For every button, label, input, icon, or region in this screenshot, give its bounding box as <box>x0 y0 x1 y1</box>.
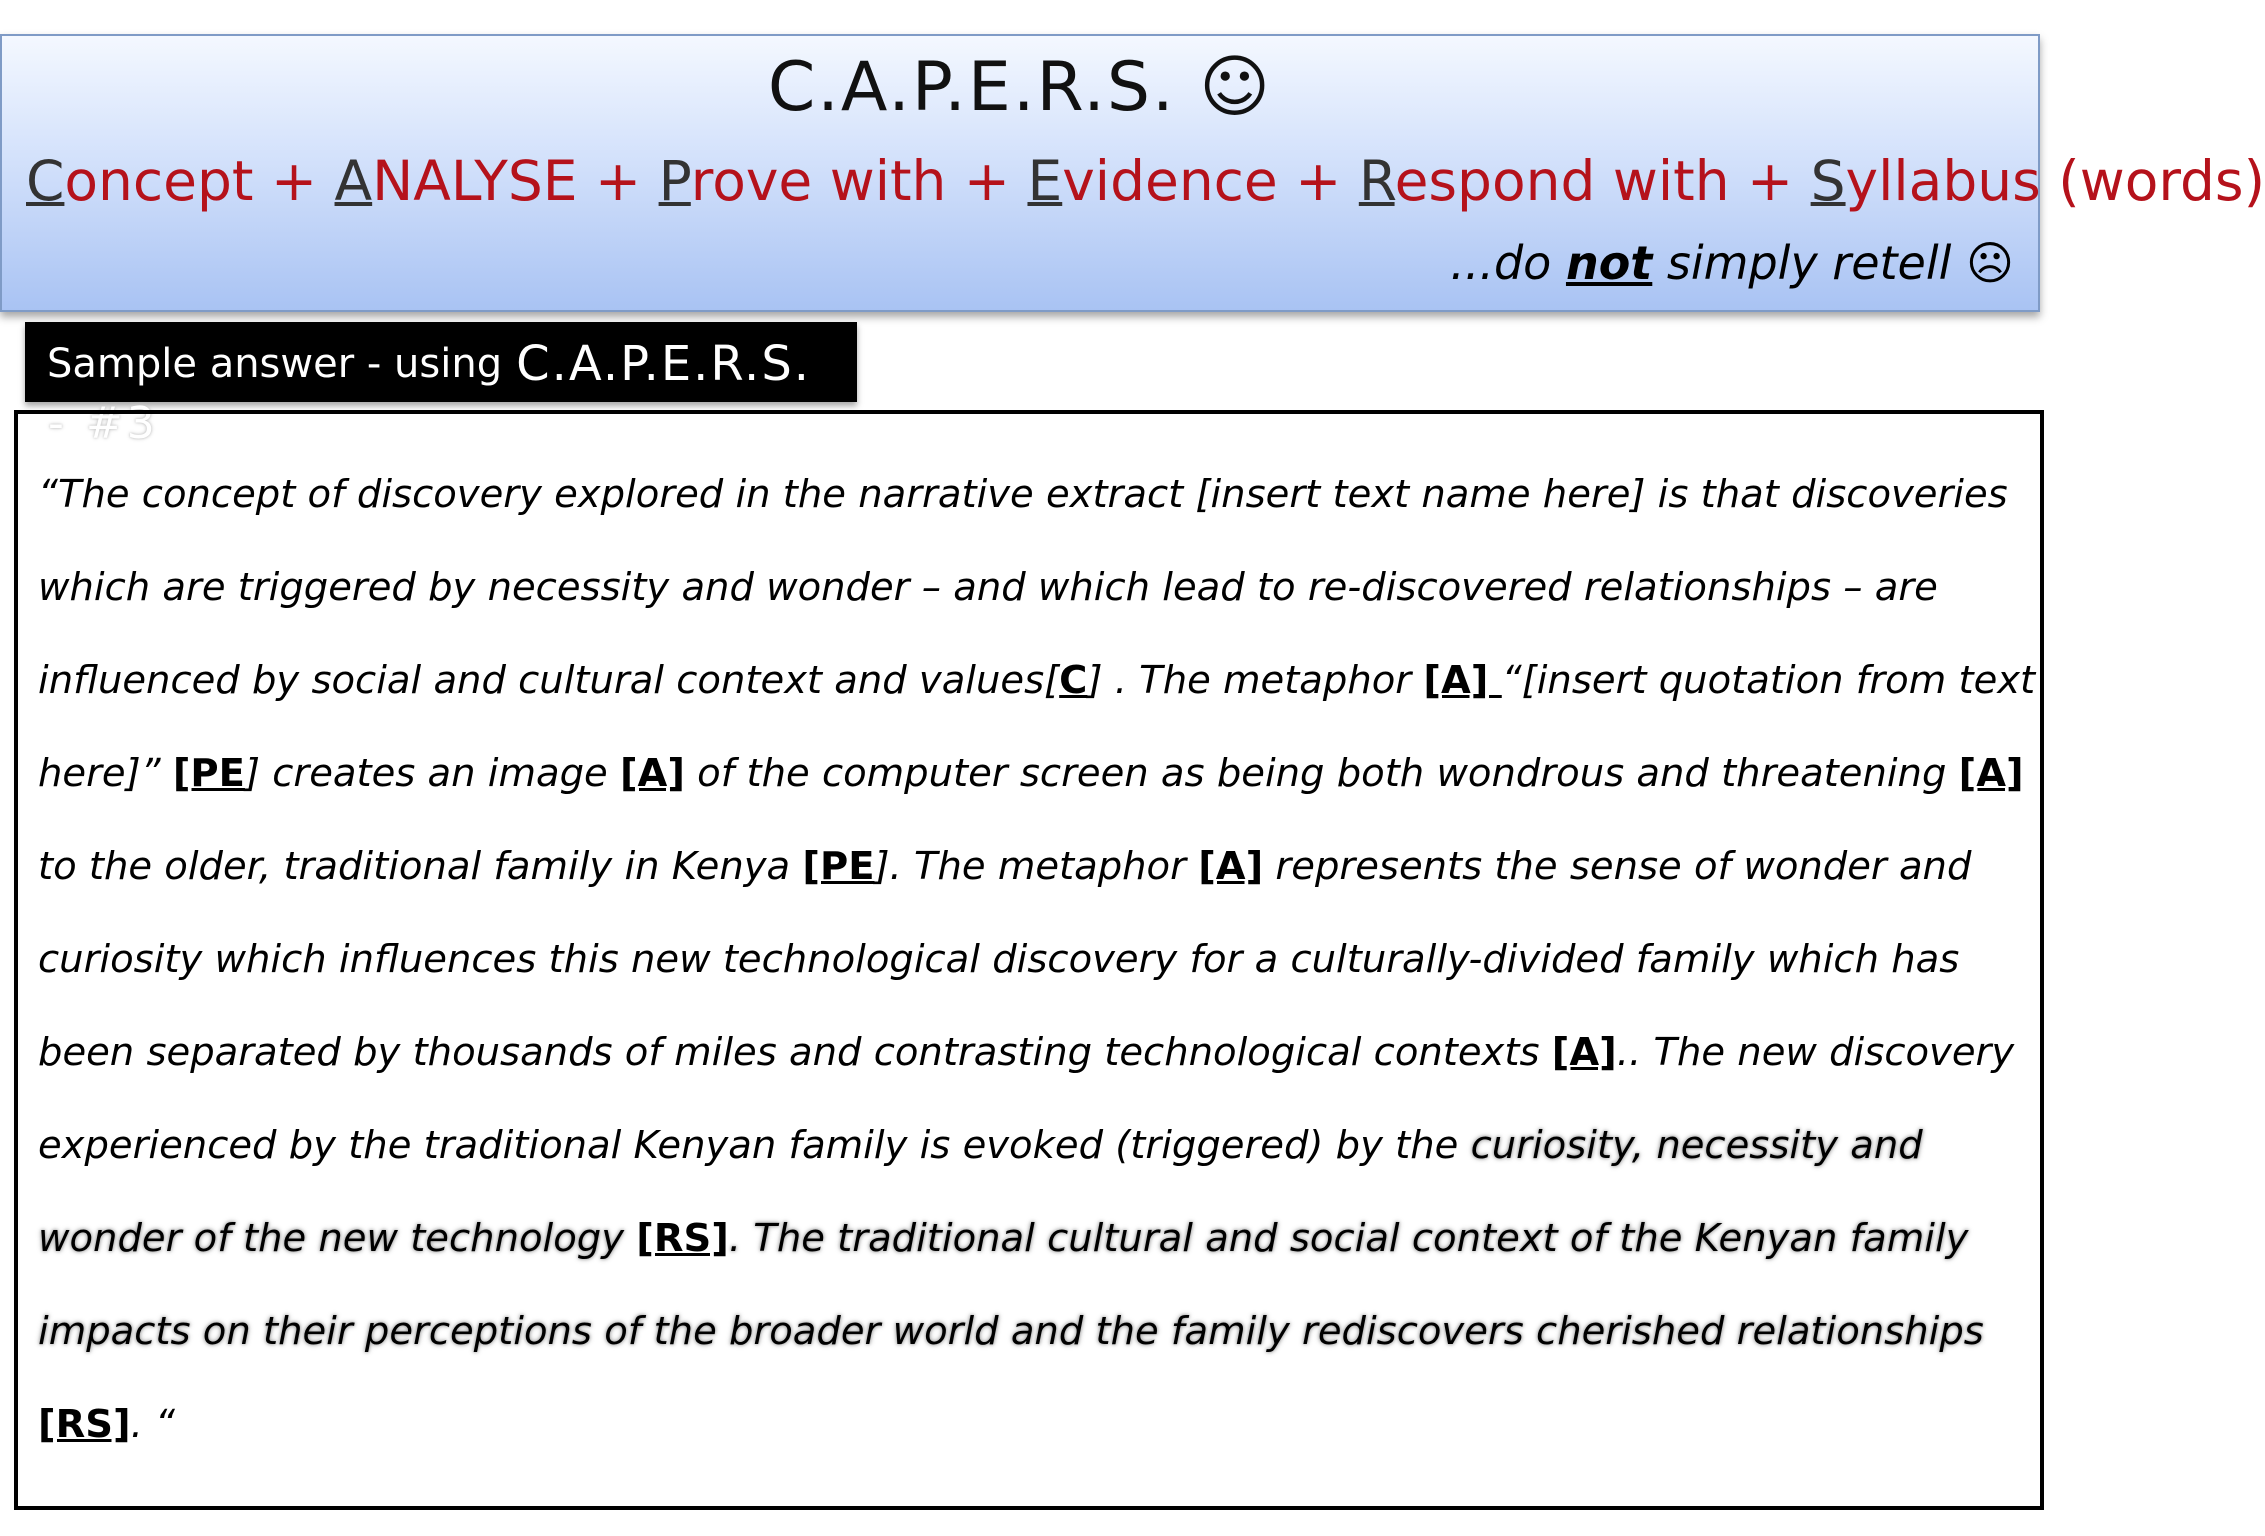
answer-text: ] creates an image <box>244 751 620 796</box>
answer-text: ]. The metaphor <box>874 844 1199 889</box>
acronym-letter: P <box>658 149 691 213</box>
acronym-letter: R <box>1358 149 1395 213</box>
acronym-word: rove with <box>690 149 964 213</box>
capers-tag: [A] <box>619 751 685 796</box>
slide-title: C.A.P.E.R.S. ☺ <box>767 48 1273 127</box>
highlighted-text: curiosity, necessity and wonder of the new technology <box>38 1123 1923 1261</box>
answer-text: ] . The metaphor <box>1087 658 1424 703</box>
plus-sign: + <box>1277 149 1359 213</box>
warning-post: simply retell ☹ <box>1652 236 2014 290</box>
plus-sign: + <box>577 149 659 213</box>
capers-tag: [PE <box>172 751 245 796</box>
acronym-word: yllabus (words) <box>1845 149 2265 213</box>
acronym-letter: C <box>26 149 65 213</box>
plus-sign: + <box>253 149 335 213</box>
acronym-word: oncept <box>64 149 254 213</box>
capers-tag: [A] <box>1958 751 2024 796</box>
label-text: Sample answer - using <box>47 341 503 387</box>
label-ghost-number: - #3 <box>48 398 159 449</box>
acronym-word: NALYSE <box>372 149 578 213</box>
sample-answer-label <box>25 322 857 402</box>
answer-text: of the computer screen as being both wondrous and threatening <box>684 751 1959 796</box>
answer-text: “[insert quotation from text here]” <box>38 658 2036 796</box>
warning-not: not <box>1565 236 1653 290</box>
plus-sign: + <box>963 149 1028 213</box>
capers-tag: [A] <box>1198 844 1264 889</box>
acronym-word: vidence <box>1062 149 1278 213</box>
answer-text: .. The new discovery experienced by the traditional Kenyan family is evoked (triggered) by the <box>38 1030 2015 1168</box>
acronym-line <box>26 149 2265 213</box>
capers-tag: C <box>1059 658 1088 703</box>
capers-tag: [RS] <box>38 1402 131 1447</box>
acronym-word: espond with <box>1394 149 1748 213</box>
answer-text: “The concept of discovery explored in the narrative extract [insert text name here] is that discoveries which are triggered by necessity and wonder – and which lead to re-discovered relationships – are influenced by social and cultural context and values[ <box>38 472 2008 703</box>
warning-pre: ...do <box>1450 236 1566 290</box>
acronym-letter: E <box>1027 149 1063 213</box>
capers-tag: [RS] <box>636 1216 729 1261</box>
answer-text: to the older, traditional family in Kenya <box>38 844 803 889</box>
capers-tag: [PE <box>802 844 875 889</box>
answer-text: represents the sense of wonder and curiosity which influences this new technological discovery for a culturally-divided family which has been separated by thousands of miles and contrasting technological contexts <box>38 844 1972 1075</box>
capers-tag: [A] <box>1423 658 1502 703</box>
acronym-letter: S <box>1810 149 1846 213</box>
retell-warning <box>1450 236 2014 290</box>
sample-answer-paragraph <box>38 448 2038 1471</box>
highlighted-text: . The traditional cultural and social context of the Kenyan family impacts on their perceptions of the broader world and the family rediscovers cherished relationships <box>38 1216 1984 1354</box>
answer-text: . “ <box>130 1402 175 1447</box>
label-acronym: C.A.P.E.R.S. <box>516 336 812 392</box>
acronym-letter: A <box>334 149 373 213</box>
header-banner <box>0 34 2265 312</box>
capers-tag: [A] <box>1551 1030 1617 1075</box>
plus-sign: + <box>1747 149 1811 213</box>
